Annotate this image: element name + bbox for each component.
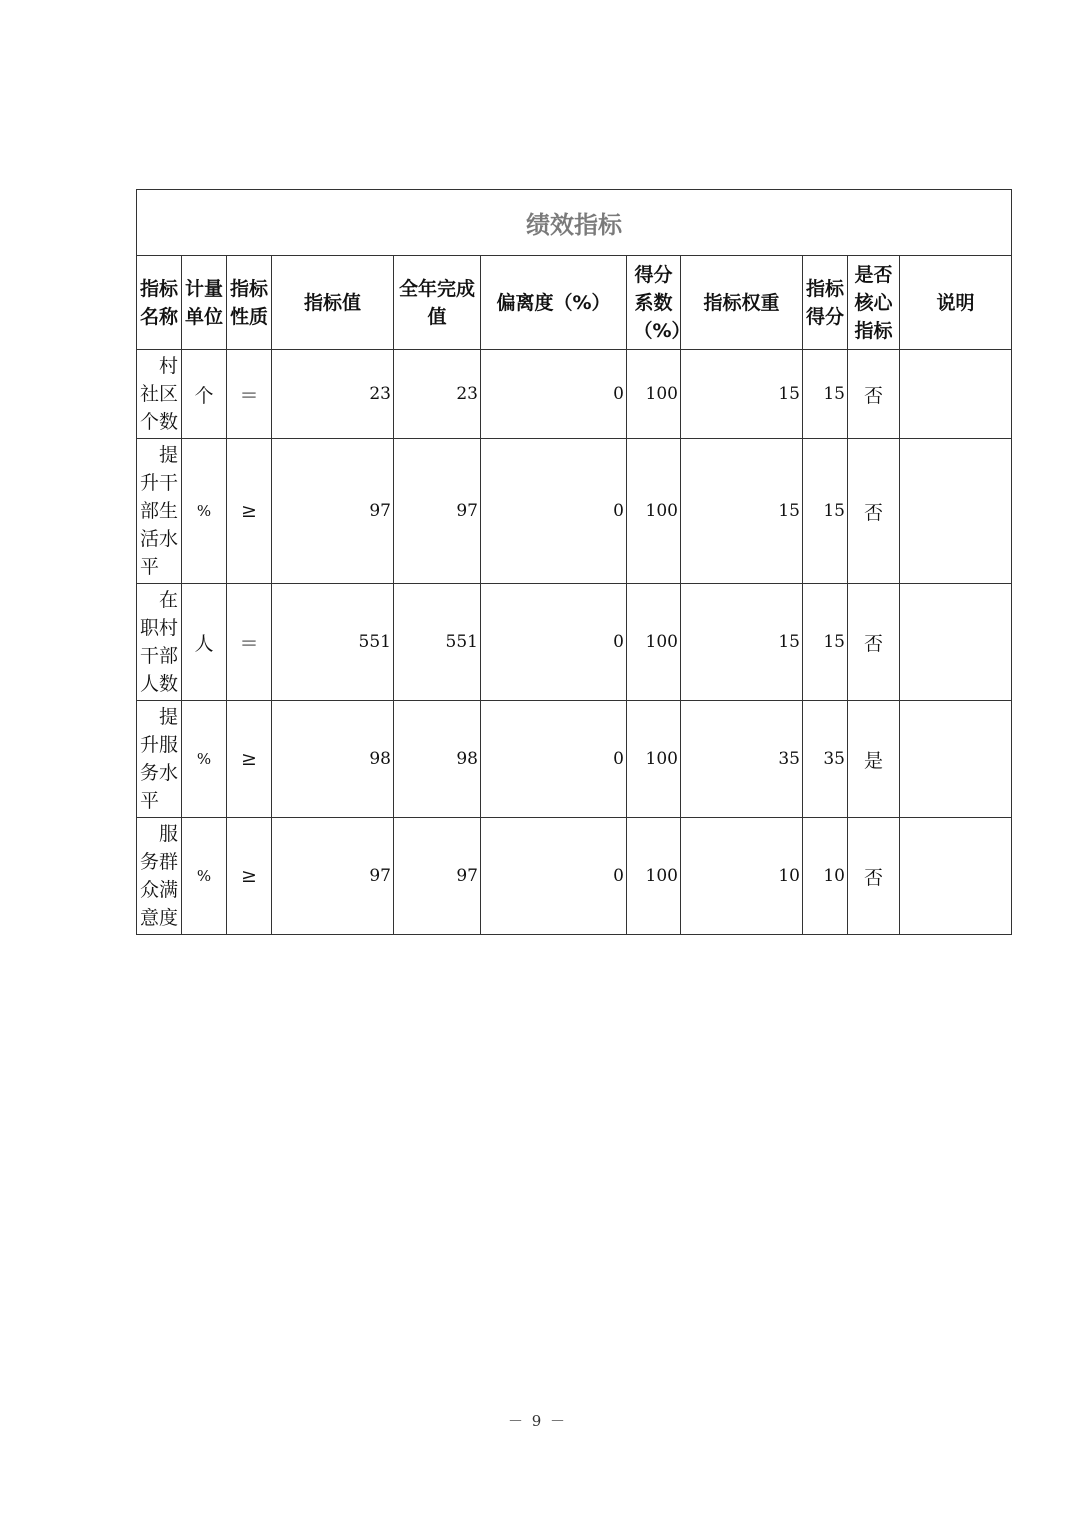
cell-weight: 10 [681, 818, 803, 935]
cell-unit: 人 [182, 584, 227, 701]
cell-note [900, 439, 1012, 584]
cell-nature: ≥ [227, 818, 272, 935]
header-core-label: 是否核心指标 [854, 263, 893, 342]
cell-target: 97 [272, 439, 394, 584]
cell-unit: % [182, 439, 227, 584]
table-row [137, 584, 1012, 701]
table-row [137, 350, 1012, 439]
performance-indicator-table [136, 189, 1012, 935]
cell-nature: ＝ [227, 584, 272, 701]
cell-name: 村社区个数 [137, 350, 182, 439]
cell-target: 551 [272, 584, 394, 701]
cell-core: 否 [848, 818, 900, 935]
cell-unit: % [182, 818, 227, 935]
cell-name: 提升干部生活水平 [137, 439, 182, 584]
cell-actual: 97 [394, 818, 481, 935]
header-nature-label: 指标性质 [229, 277, 268, 328]
cell-actual: 97 [394, 439, 481, 584]
cell-note [900, 818, 1012, 935]
cell-actual: 551 [394, 584, 481, 701]
header-deviation: 偏离度（%） [481, 256, 627, 350]
cell-core: 否 [848, 584, 900, 701]
header-unit [182, 256, 227, 350]
cell-target: 98 [272, 701, 394, 818]
cell-target: 23 [272, 350, 394, 439]
cell-deviation: 0 [481, 818, 627, 935]
cell-weight: 15 [681, 350, 803, 439]
cell-note [900, 350, 1012, 439]
header-unit-label: 计量单位 [184, 277, 223, 328]
cell-core: 否 [848, 350, 900, 439]
cell-deviation: 0 [481, 439, 627, 584]
header-score [803, 256, 848, 350]
cell-score: 35 [803, 701, 848, 818]
cell-nature: ≥ [227, 701, 272, 818]
cell-nature: ≥ [227, 439, 272, 584]
cell-actual: 23 [394, 350, 481, 439]
header-note: 说明 [900, 256, 1012, 350]
header-coef-label: 得分系数（%） [633, 263, 691, 342]
cell-coef: 100 [627, 350, 681, 439]
header-nature [227, 256, 272, 350]
cell-score: 15 [803, 350, 848, 439]
cell-deviation: 0 [481, 584, 627, 701]
header-name [137, 256, 182, 350]
cell-score: 15 [803, 584, 848, 701]
cell-coef: 100 [627, 701, 681, 818]
header-actual-label: 全年完成值 [398, 277, 475, 328]
cell-weight: 35 [681, 701, 803, 818]
table-row [137, 701, 1012, 818]
header-core [848, 256, 900, 350]
cell-target: 97 [272, 818, 394, 935]
cell-coef: 100 [627, 818, 681, 935]
header-actual [394, 256, 481, 350]
cell-unit: 个 [182, 350, 227, 439]
cell-name: 提升服务水平 [137, 701, 182, 818]
header-name-label: 指标名称 [139, 277, 178, 328]
cell-coef: 100 [627, 439, 681, 584]
header-coef [627, 256, 691, 350]
cell-coef: 100 [627, 584, 681, 701]
cell-score: 10 [803, 818, 848, 935]
cell-note [900, 701, 1012, 818]
header-row [137, 256, 1012, 350]
cell-name: 服务群众满意度 [137, 818, 182, 935]
cell-deviation: 0 [481, 350, 627, 439]
cell-weight: 15 [681, 584, 803, 701]
header-score-label: 指标得分 [805, 277, 844, 328]
cell-weight: 15 [681, 439, 803, 584]
table-row [137, 439, 1012, 584]
cell-core: 否 [848, 439, 900, 584]
cell-unit: % [182, 701, 227, 818]
cell-core: 是 [848, 701, 900, 818]
cell-name: 在职村干部人数 [137, 584, 182, 701]
table-row [137, 818, 1012, 935]
page-number: － 9 － [507, 1412, 568, 1430]
cell-actual: 98 [394, 701, 481, 818]
cell-nature: ＝ [227, 350, 272, 439]
cell-deviation: 0 [481, 701, 627, 818]
table-title: 绩效指标 [137, 190, 1012, 256]
cell-note [900, 584, 1012, 701]
header-weight: 指标权重 [681, 256, 803, 350]
header-target: 指标值 [272, 256, 394, 350]
cell-score: 15 [803, 439, 848, 584]
